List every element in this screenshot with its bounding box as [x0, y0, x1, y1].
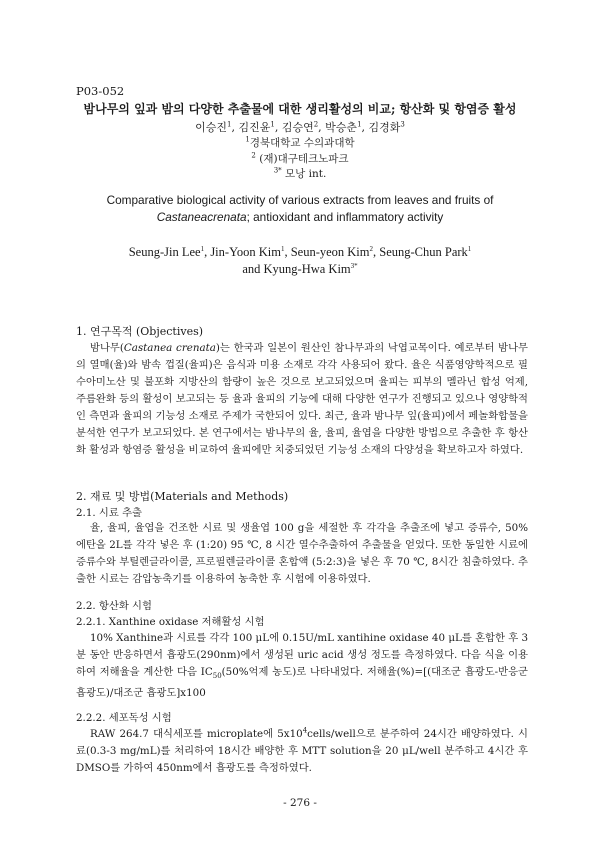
author-sup: 1 — [226, 120, 232, 129]
korean-title: 밤나무의 잎과 밤의 다양한 추출물에 대한 생리활성의 비교; 항산화 및 항염증 활성 — [83, 102, 517, 116]
author-sup: 1 — [280, 244, 285, 253]
body-text: 밤나무( — [90, 342, 124, 354]
author-en: Seun-yeon Kim — [290, 245, 370, 259]
body-text: (50%억제 농도)로 나타내었다. 저해율(%)=[(대조군 흡광도-반응군 흡광도)/대조군 흡광도]x100 — [76, 666, 529, 700]
subsection-2-2-1-body — [76, 630, 528, 702]
subsection-2-2-heading: 2.2. 항산화 시험 — [76, 600, 152, 612]
author-sep: , — [204, 245, 211, 259]
author-ko: 이승진 — [195, 121, 227, 134]
subsection-2-2-2-body — [76, 726, 528, 777]
english-title-species: Castaneacrenata — [156, 210, 247, 224]
author-sep: , — [373, 245, 380, 259]
body-text: RAW 264.7 대식세포를 microplate에 5x10 — [90, 728, 303, 740]
affiliation-text: 모낭 int. — [281, 168, 327, 180]
affiliation-1 — [60, 135, 540, 150]
abstract-code: P03-052 — [76, 84, 125, 98]
author-ko: 김승연 — [281, 121, 314, 134]
english-title-line1: Comparative biological activity of various extracts from leaves and fruits of — [106, 193, 494, 207]
author-en: Jin-Yoon Kim — [210, 245, 281, 259]
affiliation-sup: 1 — [245, 135, 250, 144]
english-title-rest: ; antioxidant and inflammatory activity — [246, 210, 444, 224]
affiliation-2 — [60, 151, 540, 166]
author-sup: 1 — [200, 244, 205, 253]
english-title — [60, 192, 540, 226]
subsection-2-2-2-heading: 2.2.2. 세포독성 시험 — [76, 712, 172, 724]
body-text: )는 한국과 일본이 원산인 참나무과의 낙엽교목이다. 예로부터 밤나무의 열매(율)와 밤속 껍질(율피)은 음식과 미용 소재로 각각 사용되어 왔다. 율은 식품영양학적으로 필수아미노산 및 불포화 지방산의 함량이 높은 것으로 보고되었으며 율피는 피부의 멜라닌 합성 억제, 주름완화 등의 활성이 보고되는 등 율과 율피의 기능에 대해 다양한 연구가 진행되고 있으나 영양학적인 측면과 율피의 기능성 소재로 주제가 국한되어 있다. 최근, 율과 밤나무 잎(율피)에서 페놀화합물을 분석한 연구가 보고되었다. 본 연구에서는 밤나무의 율, 율피, 율엽을 다양한 방법으로 추출한 후 항산화 활성과 항염증 활성을 비교하여 율피에만 치중되었던 기능성 소재의 다양성을 확보하고자 하였다. — [76, 342, 528, 456]
subsection-2-1-body: 율, 율피, 율엽을 건조한 시료 및 생율엽 100 g을 세절한 후 각각을 추출조에 넣고 증류수, 50% 에탄올 2L를 각각 넣은 후 (1:20) 95 ℃, 8 시간 열수추출하여 추출물을 얻었다. 또한 동일한 시료에 증류수와 부틸렌글라이콜, 프로필렌글라이콜 혼합액 (5:2:3)을 넣은 후 70 ℃, 8시간 침출하였다. 추출한 시료는 감압농축기를 이용하여 농축한 후 시험에 이용하였다. — [76, 522, 528, 585]
english-authors — [60, 244, 540, 278]
section-2-heading: 2. 재료 및 방법(Materials and Methods) — [76, 490, 289, 503]
body-text: 10% Xanthine과 시료를 각각 100 μL에 0.15U/mL xantihine oxidase 40 μL를 혼합한 후 3분 동안 반응하면서 흡광도(290nm)에서 생성된 uric acid 생성 정도를 측정하였다. 다음 식을 이용하여 저해율을 계산한 다음 IC — [76, 632, 528, 678]
section-1-body — [76, 340, 528, 459]
author-sup: 1 — [357, 120, 362, 129]
section-1-heading: 1. 연구목적 (Objectives) — [76, 325, 204, 338]
author-sup: 2 — [369, 244, 373, 253]
author-sup: 3 — [400, 120, 405, 129]
author-sup: 1 — [467, 244, 472, 253]
author-sup: 3* — [350, 261, 358, 270]
author-sep: , — [284, 245, 291, 259]
korean-authors: 이승진$^1$, 김진윤$^1$, 김승연$^2$, 박승춘$^1$, 김경화$^3$ — [195, 120, 405, 134]
affiliation-sup: 3* — [273, 166, 282, 175]
author-en: Seung-Chun Park — [379, 245, 468, 259]
superscript: 4 — [302, 726, 308, 735]
author-en: Kyung-Hwa Kim — [263, 262, 351, 276]
author-ko: 김진윤 — [238, 121, 271, 134]
author-ko: 김경화 — [368, 121, 401, 134]
author-sup: 1 — [270, 120, 275, 129]
subsection-2-1-heading: 2.1. 시료 추출 — [76, 507, 142, 519]
body-text: cells/well으로 분주하여 24시간 배양하였다. 시료(0.3-3 mg/mL)를 처리하여 18시간 배양한 후 MTT solution을 20 μL/well 분주하고 4시간 후 DMSO를 가하여 450nm에서 흡광도를 측정하였다. — [76, 728, 528, 774]
affiliation-text: 경북대학교 수의과대학 — [249, 137, 355, 149]
affiliation-3 — [60, 166, 540, 181]
affiliation-sup: 2 — [251, 151, 256, 160]
author-sup: 2 — [313, 120, 319, 129]
author-en: Seung-Jin Lee — [128, 245, 201, 259]
affiliation-text: (재)대구테크노파크 — [255, 153, 349, 165]
page-number: - 276 - — [283, 797, 317, 809]
subscript: 50 — [212, 672, 222, 681]
subsection-2-2-1-heading: 2.2.1. Xanthine oxidase 저해활성 시험 — [76, 616, 265, 628]
author-en-prefix: and — [242, 262, 264, 276]
author-ko: 박승춘 — [325, 121, 358, 134]
species-name: Castanea crenata — [123, 342, 216, 354]
